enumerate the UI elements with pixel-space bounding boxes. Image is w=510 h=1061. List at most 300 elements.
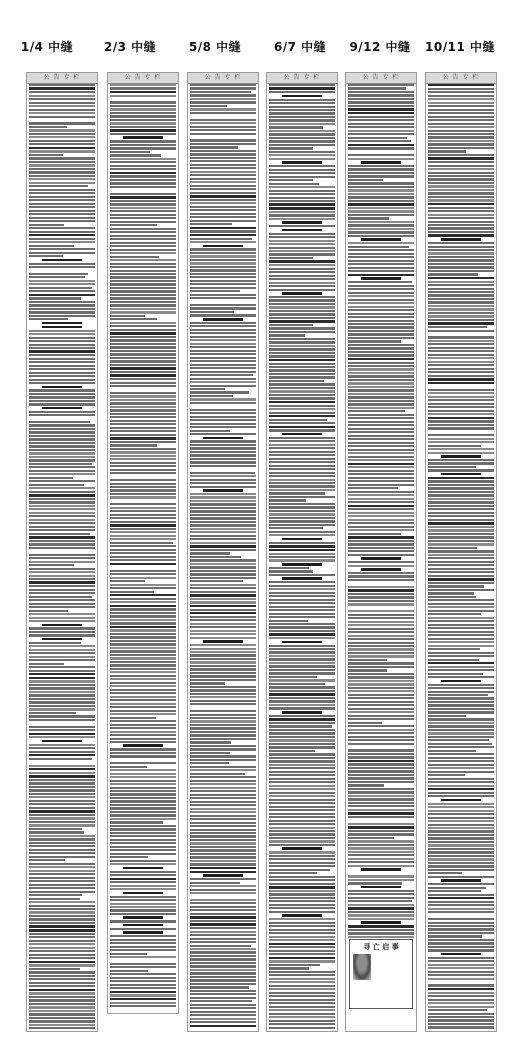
- text-line: [110, 315, 145, 317]
- missing-person-notice: [349, 939, 413, 1009]
- text-line: [348, 463, 414, 465]
- text-line: [110, 577, 176, 579]
- text-line: [348, 326, 414, 328]
- text-line: [428, 915, 494, 917]
- text-line: [269, 355, 335, 357]
- text-line: [110, 731, 176, 733]
- text-line: [269, 890, 335, 892]
- text-line: [269, 911, 335, 913]
- text-line: [361, 238, 401, 241]
- text-line: [190, 192, 256, 194]
- col-label-1-4: 1/4 中缝: [20, 40, 74, 54]
- text-line: [29, 796, 95, 798]
- text-line: [269, 567, 309, 569]
- text-line: [269, 633, 335, 635]
- text-line: [428, 462, 494, 464]
- text-line: [110, 140, 176, 142]
- text-line: [190, 979, 256, 981]
- text-line: [29, 968, 80, 970]
- text-line: [269, 154, 335, 156]
- text-line: [110, 469, 176, 471]
- text-line: [428, 203, 494, 205]
- text-line: [110, 953, 147, 955]
- text-line: [361, 277, 401, 280]
- text-line: [428, 480, 494, 482]
- text-line: [282, 221, 322, 224]
- text-line: [269, 275, 335, 277]
- text-line: [428, 673, 483, 675]
- text-line: [190, 863, 256, 865]
- text-line: [428, 305, 494, 307]
- text-line: [441, 455, 481, 458]
- text-line: [29, 473, 95, 475]
- text-line: [29, 445, 95, 447]
- text-line: [29, 273, 88, 275]
- text-line: [428, 469, 494, 471]
- text-line: [269, 792, 335, 794]
- text-line: [29, 793, 95, 795]
- text-line: [29, 736, 95, 738]
- text-line: [110, 800, 176, 802]
- text-line: [110, 828, 176, 830]
- text-line: [110, 235, 176, 237]
- text-line: [428, 540, 494, 542]
- text-line: [428, 648, 480, 650]
- text-line: [269, 700, 335, 702]
- text-line: [110, 483, 176, 485]
- text-line: [348, 936, 414, 938]
- text-line: [428, 263, 494, 265]
- text-line: [110, 343, 176, 345]
- text-line: [269, 214, 335, 216]
- text-line: [348, 690, 414, 692]
- text-line: [110, 479, 176, 481]
- text-line: [269, 133, 335, 135]
- text-line: [110, 994, 176, 996]
- text-line: [269, 172, 335, 174]
- text-line: [348, 302, 414, 304]
- text-line: [190, 916, 256, 918]
- text-line: [42, 326, 82, 329]
- text-line: [29, 961, 95, 963]
- text-line: [110, 991, 176, 993]
- text-line: [29, 526, 95, 528]
- text-line: [348, 362, 414, 364]
- text-line: [110, 570, 176, 572]
- text-line: [190, 360, 256, 362]
- text-line: [110, 364, 176, 366]
- text-line: [110, 158, 176, 160]
- text-line: [123, 924, 163, 927]
- text-line: [348, 140, 411, 142]
- text-line: [110, 535, 176, 537]
- text-line: [428, 386, 494, 388]
- text-line: [110, 920, 176, 922]
- text-line: [29, 175, 95, 177]
- text-line: [29, 581, 95, 583]
- text-line: [29, 922, 95, 924]
- text-line: [29, 747, 95, 749]
- text-line: [348, 403, 414, 405]
- text-line: [29, 915, 95, 917]
- text-line: [269, 879, 335, 881]
- text-line: [190, 648, 256, 650]
- text-line: [269, 802, 335, 804]
- text-line: [428, 978, 494, 980]
- text-line: [190, 594, 256, 596]
- text-line: [190, 181, 256, 183]
- text-line: [29, 442, 95, 444]
- text-line: [190, 84, 256, 86]
- text-line: [29, 873, 95, 875]
- text-line: [190, 269, 256, 271]
- text-line: [190, 391, 249, 393]
- text-line: [428, 638, 494, 640]
- text-line: [348, 101, 414, 103]
- text-line: [190, 913, 256, 915]
- text-line: [348, 372, 414, 374]
- text-line: [29, 908, 95, 910]
- text-line: [269, 978, 335, 980]
- text-line: [348, 770, 414, 772]
- text-line: [190, 423, 256, 425]
- text-line: [269, 359, 335, 361]
- text-line: [29, 564, 74, 566]
- text-line: [190, 230, 256, 232]
- text-line: [428, 102, 494, 104]
- text-line: [190, 668, 256, 670]
- text-line: [190, 238, 252, 240]
- text-line: [110, 963, 176, 965]
- text-line: [269, 581, 335, 583]
- text-line: [269, 468, 335, 470]
- text-line: [269, 401, 335, 403]
- text-line: [29, 210, 95, 212]
- text-line: [110, 762, 176, 764]
- text-line: [428, 357, 494, 359]
- text-line: [110, 622, 176, 624]
- text-line: [29, 182, 95, 184]
- text-line: [110, 748, 176, 750]
- text-line: [110, 221, 176, 223]
- text-line: [348, 718, 414, 720]
- text-line: [269, 844, 335, 846]
- text-line: [110, 633, 176, 635]
- text-line: [348, 309, 414, 311]
- text-line: [348, 396, 414, 398]
- text-line: [348, 900, 412, 902]
- text-line: [269, 788, 335, 790]
- text-line: [190, 223, 232, 225]
- text-line: [269, 317, 335, 319]
- text-line: [269, 907, 335, 909]
- text-line: [190, 188, 256, 190]
- text-line: [348, 105, 414, 107]
- text-line: [428, 246, 494, 248]
- text-line: [29, 171, 95, 173]
- text-line: [29, 719, 95, 721]
- text-line: [269, 707, 335, 709]
- text-line: [428, 666, 494, 668]
- text-line: [29, 708, 95, 710]
- text-line: [190, 703, 256, 705]
- text-line: [29, 673, 95, 675]
- text-line: [428, 641, 494, 643]
- text-line: [29, 161, 95, 163]
- text-line: [190, 755, 256, 757]
- text-line: [348, 788, 414, 790]
- text-line: [29, 203, 95, 205]
- text-line: [269, 482, 335, 484]
- text-line: [29, 185, 88, 187]
- text-line: [269, 936, 335, 938]
- text-line: [269, 363, 335, 365]
- text-line: [190, 353, 256, 355]
- text-line: [110, 752, 176, 754]
- text-line: [110, 821, 163, 823]
- text-line: [348, 694, 414, 696]
- text-line: [110, 615, 176, 617]
- text-line: [348, 907, 414, 909]
- text-line: [29, 891, 95, 893]
- text-line: [190, 101, 256, 103]
- text-line: [269, 211, 335, 213]
- text-line: [348, 285, 414, 287]
- text-line: [29, 810, 95, 812]
- text-line: [29, 772, 95, 774]
- text-line: [29, 368, 95, 370]
- text-line: [348, 550, 414, 552]
- col-label-6-7: 6/7 中缝: [273, 40, 327, 54]
- text-line: [428, 389, 494, 391]
- text-line: [348, 875, 414, 877]
- text-line: [269, 310, 335, 312]
- text-line: [190, 829, 256, 831]
- text-line: [110, 696, 176, 698]
- text-line: [190, 626, 256, 628]
- text-line: [269, 390, 335, 392]
- text-line: [190, 234, 256, 236]
- text-line: [29, 880, 95, 882]
- text-line: [190, 787, 256, 789]
- text-line: [110, 584, 176, 586]
- text-line: [269, 218, 335, 220]
- text-line: [269, 179, 313, 181]
- strip-header: 公 告 专 栏: [108, 73, 178, 84]
- text-line: [110, 601, 176, 603]
- text-line: [428, 424, 494, 426]
- text-line: [269, 809, 335, 811]
- text-line: [428, 830, 494, 832]
- gutter-strip-10-11: [425, 72, 497, 1032]
- text-line: [190, 105, 227, 107]
- text-line: [190, 314, 256, 316]
- text-line: [190, 983, 256, 985]
- text-line: [203, 874, 243, 877]
- text-line: [428, 645, 494, 647]
- text-line: [428, 803, 494, 805]
- text-line: [428, 725, 494, 727]
- text-line: [110, 231, 176, 233]
- text-line: [42, 638, 82, 641]
- text-line: [348, 781, 414, 783]
- text-line: [190, 451, 256, 453]
- text-line: [269, 760, 335, 762]
- text-line: [29, 375, 95, 377]
- text-line: [269, 1013, 335, 1015]
- text-line: [269, 253, 335, 255]
- text-line: [29, 1006, 95, 1008]
- text-line: [190, 545, 256, 547]
- text-line: [269, 137, 335, 139]
- strip-header: 公 告 专 栏: [426, 73, 496, 84]
- text-line: [348, 330, 414, 332]
- text-line: [29, 487, 95, 489]
- text-line: [29, 263, 95, 265]
- text-line: [428, 988, 494, 990]
- text-line: [348, 749, 414, 751]
- text-line: [269, 233, 335, 235]
- text-line: [428, 561, 494, 563]
- text-line: [190, 997, 256, 999]
- text-line: [269, 207, 335, 209]
- text-line: [428, 98, 494, 100]
- text-line: [190, 661, 256, 663]
- text-line: [269, 106, 335, 108]
- text-line: [348, 897, 414, 899]
- text-line: [190, 496, 256, 498]
- text-line: [110, 528, 176, 530]
- text-line: [110, 259, 176, 261]
- text-line: [203, 245, 243, 248]
- text-line: [29, 807, 95, 809]
- text-line: [190, 780, 256, 782]
- text-line: [29, 691, 95, 693]
- text-line: [190, 623, 256, 625]
- text-line: [348, 210, 414, 212]
- text-line: [190, 507, 256, 509]
- text-line: [269, 545, 335, 547]
- text-line: [348, 833, 414, 835]
- text-line: [269, 602, 335, 604]
- text-line: [348, 344, 414, 346]
- text-line: [428, 841, 494, 843]
- strip-body: [348, 84, 414, 941]
- text-line: [190, 171, 256, 173]
- text-line: [428, 939, 494, 941]
- text-line: [428, 844, 494, 846]
- text-line: [190, 447, 256, 449]
- text-line: [110, 510, 176, 512]
- text-line: [29, 196, 95, 198]
- text-line: [110, 818, 176, 820]
- text-line: [428, 901, 494, 903]
- text-line: [269, 953, 335, 955]
- text-line: [282, 914, 322, 917]
- text-line: [428, 199, 494, 201]
- text-line: [269, 394, 335, 396]
- text-line: [110, 626, 176, 628]
- text-line: [269, 405, 335, 407]
- text-line: [190, 804, 256, 806]
- text-line: [110, 294, 176, 296]
- text-line: [190, 283, 256, 285]
- text-line: [110, 517, 176, 519]
- text-line: [348, 918, 414, 920]
- text-line: [29, 477, 73, 479]
- text-line: [190, 461, 256, 463]
- text-line: [110, 367, 176, 369]
- text-line: [29, 91, 95, 93]
- text-line: [110, 998, 176, 1000]
- text-line: [29, 814, 95, 816]
- text-line: [428, 746, 494, 748]
- text-line: [348, 662, 414, 664]
- text-line: [110, 318, 157, 320]
- text-line: [110, 301, 176, 303]
- text-line: [348, 165, 414, 167]
- text-line: [29, 270, 95, 272]
- text-line: [190, 605, 256, 607]
- text-line: [348, 501, 414, 503]
- text-line: [110, 956, 176, 958]
- text-line: [348, 193, 414, 195]
- text-line: [190, 990, 256, 992]
- text-line: [269, 524, 335, 526]
- text-line: [29, 613, 95, 615]
- text-line: [269, 549, 335, 551]
- text-line: [29, 428, 95, 430]
- text-line: [348, 445, 414, 447]
- text-line: [110, 409, 176, 411]
- text-line: [348, 494, 414, 496]
- text-line: [348, 126, 414, 128]
- text-line: [348, 508, 414, 510]
- text-line: [110, 671, 176, 673]
- text-line: [29, 140, 95, 142]
- text-line: [29, 403, 95, 405]
- text-line: [190, 853, 256, 855]
- text-line: [190, 202, 256, 204]
- text-line: [110, 661, 176, 663]
- text-line: [269, 886, 335, 888]
- text-line: [190, 766, 256, 768]
- text-line: [110, 885, 176, 887]
- text-line: [110, 769, 176, 771]
- text-line: [428, 501, 494, 503]
- text-line: [190, 587, 256, 589]
- text-line: [190, 468, 256, 470]
- text-line: [29, 684, 95, 686]
- text-line: [348, 263, 414, 265]
- text-line: [428, 382, 494, 384]
- text-line: [269, 338, 335, 340]
- text-line: [110, 186, 176, 188]
- text-line: [29, 533, 90, 535]
- text-line: [428, 715, 466, 717]
- text-line: [269, 606, 335, 608]
- text-line: [428, 911, 494, 913]
- text-line: [110, 814, 176, 816]
- text-line: [110, 242, 176, 244]
- text-line: [110, 168, 176, 170]
- text-line: [190, 503, 256, 505]
- text-line: [110, 668, 176, 670]
- text-line: [29, 589, 95, 591]
- text-line: [29, 859, 65, 861]
- text-line: [428, 837, 494, 839]
- text-line: [29, 751, 95, 753]
